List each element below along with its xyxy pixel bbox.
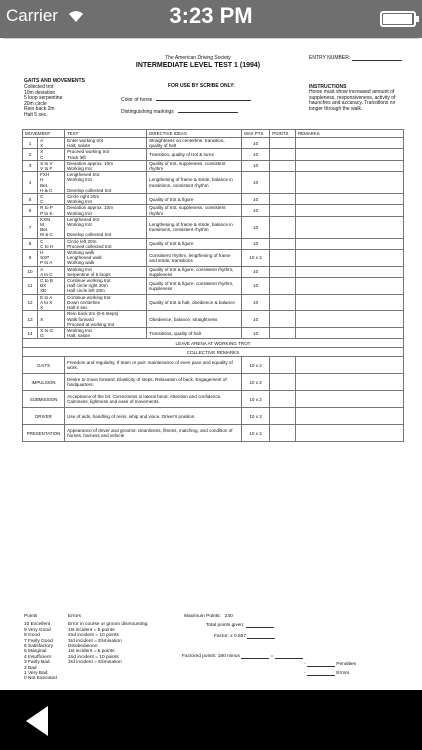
gait-item: Halt 5 sec. [24, 111, 48, 118]
col-movement: MOVEMENT [23, 130, 65, 138]
test-description: Working walk Lengthened walk Working walk [65, 250, 147, 267]
table-row [23, 250, 404, 267]
test-description: Circle right 20m Working trot [65, 194, 147, 205]
remarks-cell[interactable] [296, 425, 404, 442]
test-description: Continue working trot Half circle right 20m Half circle left 20m [65, 278, 147, 295]
gait-item: Rein back 2m [24, 106, 55, 113]
test-sheet-table [22, 129, 404, 442]
max-points-cell: 10 [242, 205, 270, 216]
max-points-cell: 10 [242, 238, 270, 249]
points-cell[interactable] [270, 172, 296, 194]
factor: Factor: x 0.667 [214, 634, 275, 639]
table-row [23, 149, 404, 160]
table-row [23, 160, 404, 171]
errors-item: 1st incident = 5 points [68, 627, 115, 633]
movement-letters: X to G G [38, 327, 65, 338]
markings-field: Distinguishing markings [121, 109, 238, 115]
status-bar [0, 0, 422, 38]
table-row [23, 278, 404, 295]
test-description: Enter working trot Halt, salute [65, 138, 147, 149]
collective-description: Appearance of driver and grooms: cleanliness, fitness, matching, and condition of horses, harness and vehicle [65, 425, 242, 442]
movement-letters: H SXP P to A [38, 250, 65, 267]
collective-row [23, 357, 404, 374]
collective-max: 10 x 2 [242, 425, 270, 442]
errors-item: 2nd incident = 10 points [68, 654, 119, 660]
movement-letters: C C to H [38, 238, 65, 249]
points-cell[interactable] [270, 391, 296, 408]
points-scale-item: 0 Not Executed [24, 676, 57, 682]
remarks-cell[interactable] [296, 278, 404, 295]
remarks-cell[interactable] [296, 149, 404, 160]
movement-number: 10 [23, 266, 38, 277]
document-title: INTERMEDIATE LEVEL TEST 1 (1994) [135, 62, 261, 69]
test-description: Working trot Serpentine of 5 loops [65, 266, 147, 277]
points-scale [24, 614, 64, 682]
max-points-cell: 10 [242, 216, 270, 238]
collective-max: 10 x 2 [242, 357, 270, 374]
directive-ideas: Lengthening of frame & stride, balance in transitions, consistent rhythm [147, 216, 242, 238]
collective-row [23, 374, 404, 391]
errors-item: Disobedience: [68, 644, 99, 650]
directive-ideas: Quality of trot & figure [147, 238, 242, 249]
table-row [23, 172, 404, 194]
movement-number: 6 [23, 205, 38, 216]
max-points-cell: 10 [242, 160, 270, 171]
max-points-cell: 10 x 2 [242, 250, 270, 267]
points-cell[interactable] [270, 266, 296, 277]
movement-number: 11 [23, 278, 38, 295]
movement-number: 4 [23, 172, 38, 194]
test-description: Proceed working trot Track left [65, 149, 147, 160]
remarks-cell[interactable] [296, 374, 404, 391]
carrier-label: Carrier [6, 6, 58, 25]
table-row [23, 294, 404, 311]
test-description: Rein back 2m (5-6 steps) Walk forward Proceed at working trot [65, 311, 147, 328]
errors-scale [68, 614, 168, 666]
collective-max: 10 x 2 [242, 408, 270, 425]
points-scale-item: 2 Bad [24, 665, 37, 671]
remarks-cell[interactable] [296, 205, 404, 216]
table-row [23, 138, 404, 149]
leave-arena-text: LEAVE ARENA AT WORKING TROT [23, 339, 404, 348]
errors-item: 1st incident = 5 points [68, 649, 115, 655]
movement-letters: FXH H Bet. H & C [38, 172, 65, 194]
directive-ideas: Quality of trot & figure [147, 194, 242, 205]
test-description: Circle left 20m Proceed collected trot [65, 238, 147, 249]
collective-description: Use of aids, handling of reins, whip and voice. Driver's position. [65, 408, 242, 425]
errors-item: 3rd incident = Elimination [68, 660, 122, 666]
max-points-cell: 10 [242, 149, 270, 160]
gaits-list [24, 85, 62, 119]
table-row [23, 311, 404, 328]
instructions-text: Horse must show increased amount of suppleness, responsiveness, activity of haunches and accuracy. Transitions no longer through the walk. [309, 89, 396, 112]
table-row [23, 205, 404, 216]
directive-ideas: Obedience, balance, straightness [147, 311, 242, 328]
clock: 3:23 PM [169, 3, 253, 28]
max-points-cell: 10 [242, 266, 270, 277]
directive-ideas: Transition, quality of trot & turns [147, 149, 242, 160]
points-scale-item: 1 Very Bad [24, 671, 48, 677]
remarks-cell[interactable] [296, 391, 404, 408]
remarks-cell[interactable] [296, 216, 404, 238]
max-points-cell: 10 [242, 194, 270, 205]
errors-item: Error in course or groom dismounting: [68, 622, 149, 628]
collective-label: GAITS [23, 357, 65, 374]
col-max: MAX PTS [242, 130, 270, 138]
directive-ideas: Quality of trot, suppleness, consistent rhythm [147, 160, 242, 171]
max-points: Maximum Points: 240 [184, 614, 233, 619]
document-page[interactable] [3, 38, 419, 690]
gait-item: 5 loop serpentine [24, 95, 63, 102]
col-test: TEST [65, 130, 147, 138]
points-cell[interactable] [270, 374, 296, 391]
movement-number: 5 [23, 194, 38, 205]
points-cell[interactable] [270, 238, 296, 249]
total-points: Total points given: [206, 623, 274, 628]
collective-heading-row [23, 348, 404, 357]
remarks-cell[interactable] [296, 266, 404, 277]
points-scale-item: 5 Marginal [24, 649, 47, 655]
gait-item: Collected trot [24, 84, 54, 90]
directive-ideas: Quality of trot & halt, obedience & balance [147, 294, 242, 311]
directive-ideas: Consistent rhythm, lengthening of frame and stride, transitions [147, 250, 242, 267]
remarks-cell[interactable] [296, 311, 404, 328]
entry-number: ENTRY NUMBER: [309, 55, 402, 61]
points-scale-item: 10 Excellent [24, 622, 51, 628]
directive-ideas: Quality of trot & figure, consistent rhythm, suppleness [147, 266, 242, 277]
max-points-cell: 10 [242, 311, 270, 328]
errors-total: - Errors [304, 671, 350, 676]
society-name: The American Driving Society [165, 55, 231, 61]
points-cell[interactable] [270, 278, 296, 295]
remarks-cell[interactable] [296, 408, 404, 425]
movement-number: 3 [23, 160, 38, 171]
points-cell[interactable] [270, 425, 296, 442]
remarks-cell[interactable] [296, 357, 404, 374]
instructions-heading: INSTRUCTIONS [309, 84, 347, 90]
collective-description: Desire to move forward. Elasticity of steps. Relaxation of back. Engagement of hindquarters. [65, 374, 242, 391]
errors-heading: Errors [68, 614, 82, 619]
col-remarks: REMARKS [296, 130, 404, 138]
collective-row [23, 425, 404, 442]
remarks-cell[interactable] [296, 160, 404, 171]
movement-number: 2 [23, 149, 38, 160]
col-directive: DIRECTIVE IDEAS [147, 130, 242, 138]
collective-description: Acceptance of the bit. Correctness in lateral bend. Attention and confidence. Calmness, lightness and ease of movements. [65, 391, 242, 408]
points-scale-item: 4 Insufficient [24, 654, 51, 660]
table-row [23, 327, 404, 338]
points-scale-item: 3 Fairly Bad [24, 660, 50, 666]
remarks-cell[interactable] [296, 194, 404, 205]
gaits-heading: GAITS AND MOVEMENTS [24, 78, 85, 84]
collective-label: PRESENTATION [23, 425, 65, 442]
points-cell[interactable] [270, 311, 296, 328]
remarks-cell[interactable] [296, 172, 404, 194]
table-header-row [23, 130, 404, 138]
max-points-cell: 10 [242, 138, 270, 149]
movement-number: 13 [23, 311, 38, 328]
penalties: - Penalties [304, 662, 357, 667]
movement-number: 14 [23, 327, 38, 338]
collective-max: 10 x 2 [242, 391, 270, 408]
points-scale-item: 6 Satisfactory [24, 644, 54, 650]
movement-number: 9 [23, 250, 38, 267]
points-cell[interactable] [270, 357, 296, 374]
back-arrow-icon[interactable] [22, 704, 56, 738]
max-points-cell: 10 [242, 278, 270, 295]
table-row [23, 216, 404, 238]
test-description: Continue working trot Down centerline Halt 5 sec. [65, 294, 147, 311]
collective-row [23, 391, 404, 408]
points-cell[interactable] [270, 408, 296, 425]
points-cell[interactable] [270, 149, 296, 160]
errors-item: 3rd incident = Elimination [68, 638, 122, 644]
collective-label: DRIVER [23, 408, 65, 425]
max-points-cell: 10 [242, 327, 270, 338]
factored-points: Factored points: 180 minus = [182, 654, 303, 659]
test-description: Working trot Halt, salute [65, 327, 147, 338]
collective-heading: COLLECTIVE REMARKS [23, 348, 404, 357]
points-scale-item: 9 Very Good [24, 627, 51, 633]
points-scale-item: 8 Good [24, 633, 40, 639]
table-row [23, 266, 404, 277]
points-heading: Points [24, 614, 38, 619]
points-cell[interactable] [270, 327, 296, 338]
points-cell[interactable] [270, 194, 296, 205]
leave-arena-row [23, 339, 404, 348]
points-cell[interactable] [270, 294, 296, 311]
movement-number: 1 [23, 138, 38, 149]
movement-number: 12 [23, 294, 38, 311]
gait-item: 10m deviation [24, 89, 56, 96]
points-scale-item: 7 Fairly Good [24, 638, 53, 644]
horse-color-field: Color of horse [121, 97, 251, 103]
test-description: Lengthened trot Working trot Develop collected trot [65, 172, 147, 194]
remarks-cell[interactable] [296, 238, 404, 249]
movement-letters: C to B BX XE [38, 278, 65, 295]
points-cell[interactable] [270, 205, 296, 216]
collective-label: SUBMISSION [23, 391, 65, 408]
movement-letters: X C [38, 149, 65, 160]
remarks-cell[interactable] [296, 250, 404, 267]
movement-letters: E to A A to X X [38, 294, 65, 311]
directive-ideas: Lengthening of frame & stride, balance in transitions, consistent rhythm [147, 172, 242, 194]
movement-letters: R to P P to K [38, 205, 65, 216]
directive-ideas: Transitions, quality of halt [147, 327, 242, 338]
collective-max: 10 x 2 [242, 374, 270, 391]
directive-ideas: Straightness on centerline, transition, quality of halt [147, 138, 242, 149]
movement-letters: A A to C [38, 266, 65, 277]
points-cell[interactable] [270, 138, 296, 149]
test-description: Lengthened trot Working trot Develop collected trot [65, 216, 147, 238]
table-row [23, 194, 404, 205]
movement-number: 7 [23, 216, 38, 238]
points-cell[interactable] [270, 216, 296, 238]
max-points-cell: 10 [242, 172, 270, 194]
col-points: POINTS [270, 130, 296, 138]
table-row [23, 238, 404, 249]
gait-item: 20m circle [24, 100, 47, 107]
directive-ideas: Quality of trot & figure, consistent rhythm, suppleness [147, 278, 242, 295]
collective-row [23, 408, 404, 425]
remarks-cell[interactable] [296, 294, 404, 311]
test-description: Deviation approx. 10m Working trot [65, 205, 147, 216]
movement-letters: C C [38, 194, 65, 205]
battery-icon [380, 11, 416, 27]
collective-label: IMPULSION [23, 374, 65, 391]
collective-description: Freedom and regularity. If team or pair: maintenance of even pace and equality of work. [65, 357, 242, 374]
points-cell[interactable] [270, 250, 296, 267]
movement-letters: X [38, 311, 65, 328]
test-description: Deviation approx. 10m Working trot [65, 160, 147, 171]
movement-letters: KXM M Bet. M & C [38, 216, 65, 238]
bottom-toolbar [0, 690, 422, 750]
remarks-cell[interactable] [296, 138, 404, 149]
movement-letters: S to V V to F [38, 160, 65, 171]
remarks-cell[interactable] [296, 327, 404, 338]
errors-item: 2nd incident = 10 points [68, 633, 119, 639]
max-points-cell: 10 [242, 294, 270, 311]
movement-number: 8 [23, 238, 38, 249]
scribe-heading: FOR USE BY SCRIBE ONLY: [168, 83, 235, 89]
points-cell[interactable] [270, 160, 296, 171]
directive-ideas: Quality of trot, suppleness, consistent rhythm [147, 205, 242, 216]
movement-letters: A X [38, 138, 65, 149]
